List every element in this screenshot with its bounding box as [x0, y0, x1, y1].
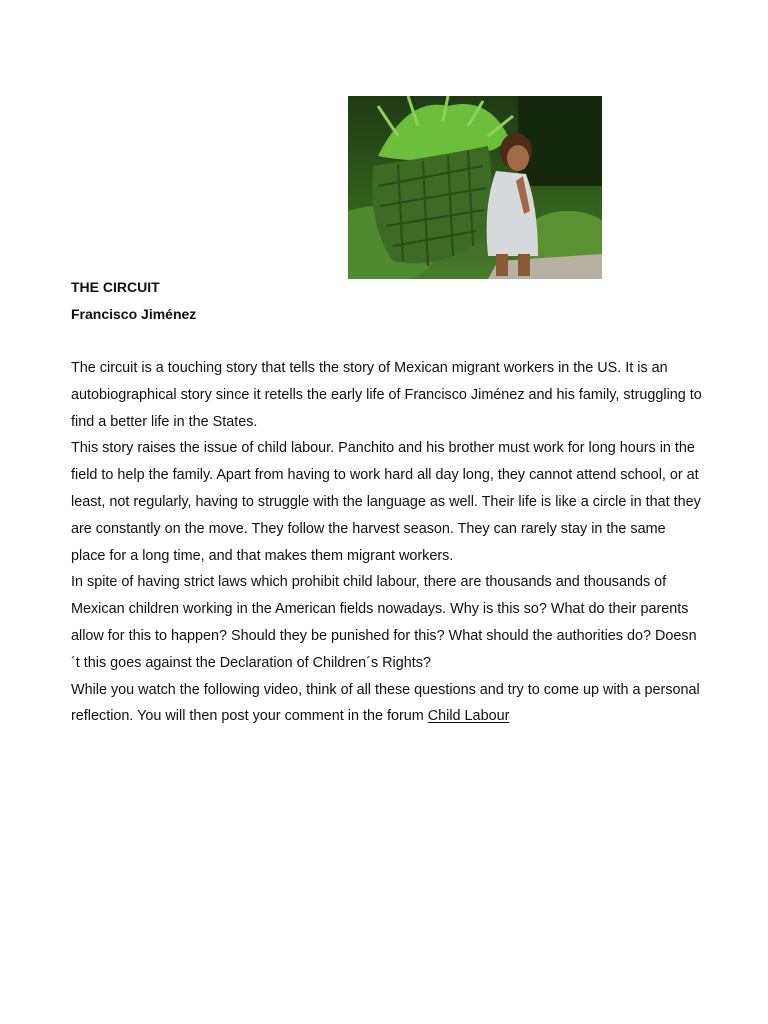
document-title: THE CIRCUIT — [71, 279, 160, 295]
closing-text: While you watch the following video, think of all these questions and try to come up with a personal reflection. You will then post your comment in the forum — [71, 681, 700, 725]
paragraph-child-labour: This story raises the issue of child labour. Panchito and his brother must work for long hours in the field to help the family. Apart from having to work hard all day long, they cannot attend school, or at least, not regularly, having to struggle with the language as well. Their life is like a circle in that they are constantly on the move. They follow the harvest season. They can rarely stay in the same place for a long time, and that makes them migrant workers. — [71, 440, 701, 564]
forum-link-child-labour[interactable]: Child Labour — [427, 708, 510, 725]
document-author: Francisco Jiménez — [71, 306, 197, 322]
child-labour-photo — [348, 96, 602, 279]
document-body — [71, 355, 703, 730]
paragraph-questions: In spite of having strict laws which prohibit child labour, there are thousands and thousands of Mexican children working in the American fields nowadays. Why is this so? What do their parents allow for this to happen? Should they be punished for this? What should the authorities do? Doesn´t this goes against the Declaration of Children´s Rights? — [71, 574, 697, 671]
paragraph-intro: The circuit is a touching story that tells the story of Mexican migrant workers in the US. It is an autobiographical story since it retells the early life of Francisco Jiménez and his family, struggling to find a better life in the States. — [71, 360, 702, 430]
paragraph-closing — [71, 677, 703, 731]
child-carrying-grass-basket-photo-icon — [348, 96, 602, 279]
